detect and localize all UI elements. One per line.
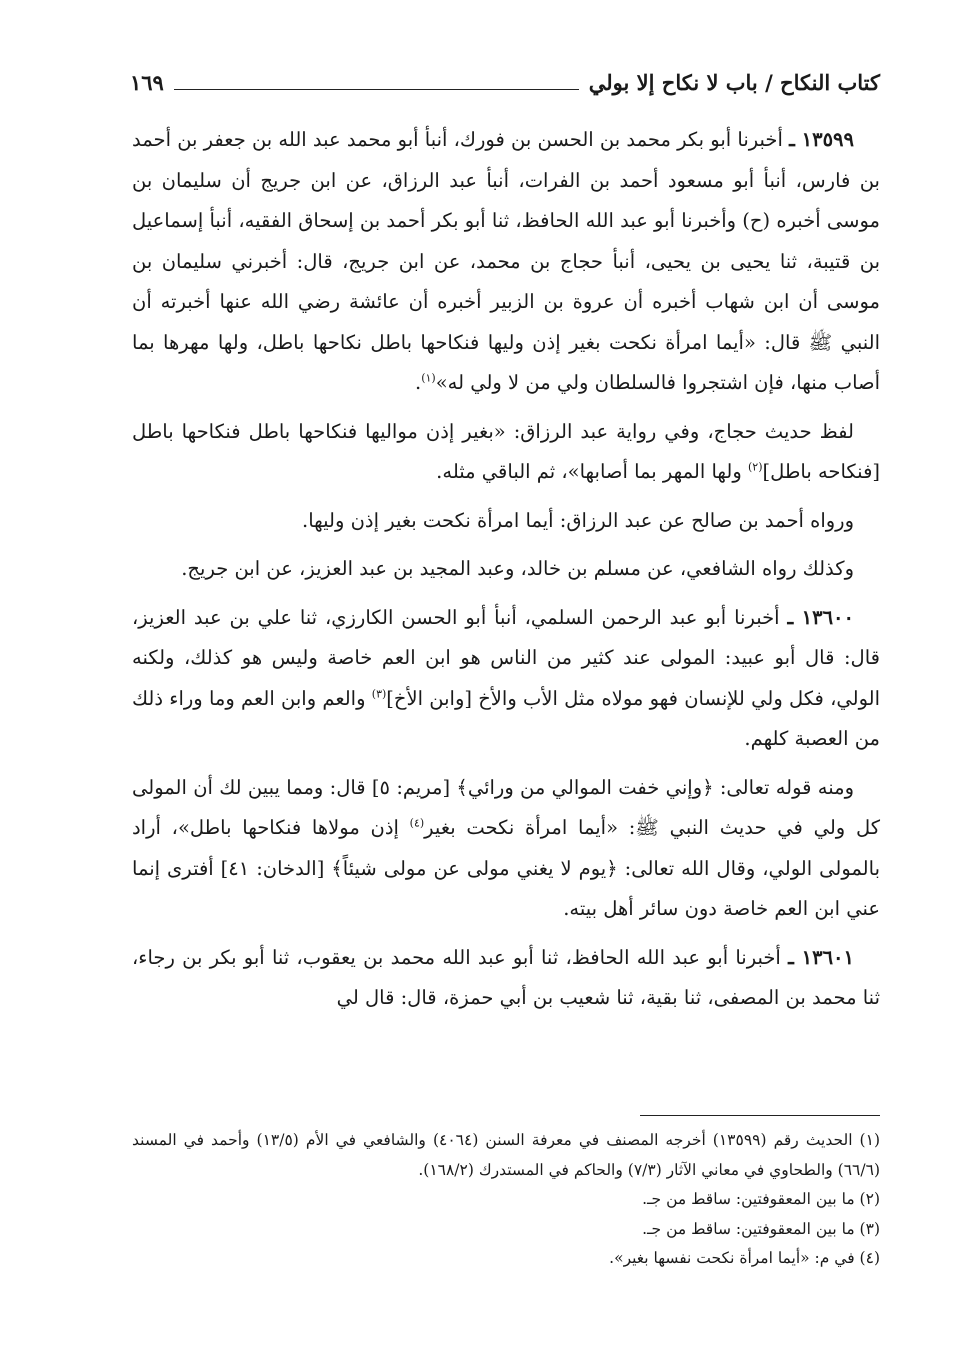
footnote-3: (٣) ما بين المعقوفتين: ساقط من جـ. (642, 1219, 880, 1238)
paragraph-commentary-1 (132, 412, 880, 493)
paragraph-tail: . (414, 371, 422, 394)
paragraph-text: أخبرنا أبو عبد الرحمن السلمي، أنبأ أبو الحسن الكارزي، ثنا علي بن عبد العزيز، قال: قال أبو عبيد: المولى عند كثير من الناس هو ابن العم خاصة وليس هو كذلك، ولكنه الولي، فكل ولي للإنسان فهو مولاه مثل الأب والأخ [وابن الأخ] (132, 605, 881, 710)
paragraph-commentary-2 (132, 501, 880, 542)
hadith-number: ١٣٦٠٠ ـ (787, 605, 854, 629)
hadith-13601 (132, 938, 880, 1019)
footnote-ref: (٤) (409, 816, 425, 830)
paragraph-tail: والعم وابن العم وما وراء ذلك من العصبة كلهم. (132, 686, 880, 750)
paragraph-text: لفظ حديث حجاج، وفي رواية عبد الرزاق: «بغير إذن مواليها فنكاحها باطل فنكاحها باطل [فنكاحه باطل] (132, 419, 880, 483)
paragraph-text: أخبرنا أبو عبد الله الحافظ، ثنا أبو عبد الله محمد بن يعقوب، ثنا أبو بكر بن رجاء، ثنا محمد بن المصفى، ثنا بقية، ثنا شعيب بن أبي حمزة، قال: قال لي (132, 945, 880, 1009)
footnotes (132, 1126, 880, 1274)
paragraph-commentary-4 (132, 768, 880, 930)
hadith-number: ١٣٦٠١ ـ (788, 945, 854, 969)
header-rule (174, 89, 579, 90)
hadith-number: ١٣٥٩٩ ـ (789, 128, 854, 151)
paragraph-commentary-3 (132, 549, 880, 590)
footnote-ref: (٣) (371, 687, 387, 700)
running-header (130, 62, 880, 98)
page-number: ١٦٩ (130, 70, 164, 95)
paragraph-tail: ولها المهر بما أصابها»، ثم الباقي مثله. (436, 460, 748, 483)
paragraph-text: أخبرنا أبو بكر محمد بن الحسن بن فورك، أنبأ أبو محمد عبد الله بن جعفر بن أحمد بن فارس، أنبأ أبو مسعود أحمد بن الفرات، أنبأ عبد الرزاق، عن ابن جريج أن سليمان بن موسى أخبره (ح) وأخبرنا أبو عبد الله الحافظ، ثنا أبو بكر أحمد بن إسحاق الفقيه، أنبأ إسماعيل بن قتيبة، ثنا يحيى بن يحيى، أنبأ حجاج بن محمد، عن ابن جريج، قال: أخبرني سليمان بن موسى أن ابن شهاب أخبره أن عروة بن الزبير أخبره أن عائشة رضي الله عنها أخبرته أن النبي ﷺ قال: «أيما امرأة نكحت بغير إذن وليها فنكاحها باطل نكاحها باطل، ولها مهرها بما أصاب منها، فإن اشتجروا فالسلطان ولي من لا ولي له» (132, 128, 880, 394)
paragraph-text: ورواه أحمد بن صالح عن عبد الرزاق: أيما امرأة نكحت بغير إذن وليها. (302, 508, 854, 532)
paragraph-tail: إذن مولاها فنكاحها باطل»، أراد بالمولى الولي، وقال الله تعالى: ﴿يوم لا يغني مولى عن مولى شيئاً﴾ [الدخان: ٤١] أفترى إنما عني ابن العم خاصة دون سائر أهل بيته. (132, 816, 880, 920)
hadith-13599 (132, 120, 880, 404)
hadith-13600 (132, 598, 880, 760)
main-text (132, 120, 880, 1027)
footnote-ref: (١) (421, 371, 436, 385)
footnote-4: (٤) في م: «أيما امرأة نكحت نفسها بغير». (609, 1249, 880, 1267)
footnote-2: (٢) ما بين المعقوفتين: ساقط من جـ. (642, 1190, 880, 1208)
footnote-ref: (٢) (747, 460, 763, 474)
footnote-separator (640, 1115, 880, 1116)
paragraph-text: ومنه قوله تعالى: ﴿وإني خفت الموالي من ورائي﴾ [مريم: ٥] قال: ومما يبين لك أن المولى كل ولي في حديث النبي ﷺ: «أيما امرأة نكحت بغير (132, 775, 880, 839)
paragraph-text: وكذلك رواه الشافعي، عن مسلم بن خالد، وعبد المجيد بن عبد العزيز، عن ابن جريج. (181, 557, 854, 580)
header-title: كتاب النكاح / باب لا نكاح إلا بولي (588, 70, 880, 95)
footnote-1: (١) الحديث رقم (١٣٥٩٩) أخرجه المصنف في معرفة السنن (٤٠٦٤) والشافعي في الأم (١٣/٥) وأحمد في المسند (٦٦/٦) والطحاوي في معاني الآثار (٧/٣) والحاكم في المستدرك (١٦٨/٢). (132, 1131, 880, 1179)
